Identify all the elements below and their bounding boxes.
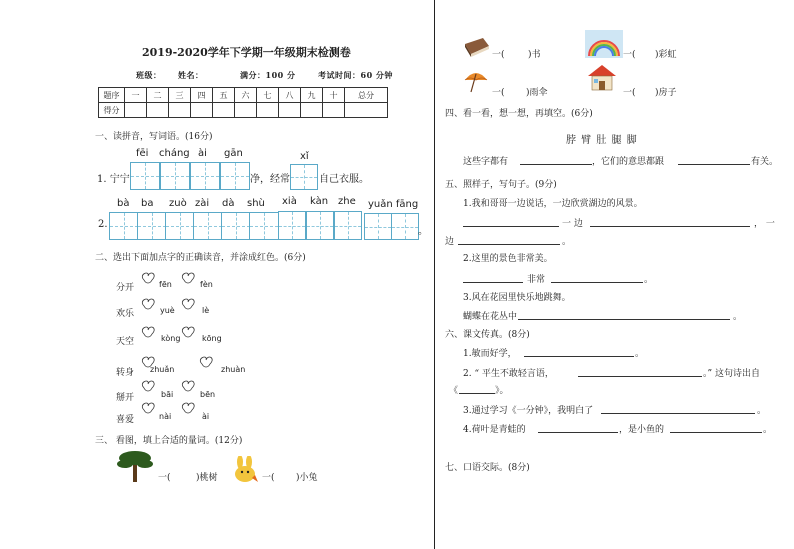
score-header-cell: 三 (169, 88, 191, 103)
q5-s1-line2-end: 。 (562, 237, 572, 247)
q5-title: 五、照样子，写句子。(9分) (445, 180, 557, 190)
apple-icon (182, 273, 194, 283)
answer-line[interactable] (458, 244, 560, 245)
pinyin: xià (282, 196, 297, 207)
q2-word: 欢乐 (116, 309, 135, 319)
score-header-cell: 九 (301, 88, 323, 103)
pinyin: shù (247, 198, 265, 209)
apple-icons (136, 268, 236, 428)
score-header-cell: 七 (257, 88, 279, 103)
q5-s3-line: 蝴蝶在花丛中 (463, 312, 518, 322)
q5-s1: 1.我和哥哥一边说话，一边欣赏湖边的风景。 (463, 199, 643, 209)
pinyin: ba (141, 198, 154, 209)
exam-title: 2019-2020学年下学期一年级期末检测卷 (142, 46, 351, 59)
answer-line[interactable] (518, 319, 730, 320)
q6-s4-end: 。 (763, 425, 773, 435)
q3-item-suffix: )书 (528, 50, 541, 60)
q1-line1-b: 净，经常 (250, 174, 290, 185)
score-header-cell: 五 (213, 88, 235, 103)
q3-item-prefix: 一( (492, 50, 505, 60)
writing-grid[interactable] (193, 212, 223, 240)
writing-grid[interactable] (334, 211, 362, 240)
score-cell[interactable] (345, 103, 388, 118)
pinyin: yuǎn fāng (368, 199, 419, 210)
q5-s1-end: ， 一 (754, 219, 775, 229)
q6-title: 六、课文传真。(8分) (445, 330, 530, 340)
pinyin: gān (224, 148, 243, 159)
q2-option[interactable]: fēn (159, 280, 172, 289)
name-label: 姓名： (178, 70, 204, 80)
q6-s3-end: 。 (757, 406, 767, 416)
answer-line[interactable] (601, 413, 755, 414)
apple-icon (182, 381, 194, 391)
answer-line[interactable] (578, 376, 702, 377)
pinyin: zài (195, 198, 210, 209)
q4-sentence-b: ，它们的意思都跟 (592, 157, 665, 167)
writing-grid[interactable] (190, 162, 220, 190)
q1-title: 一、读拼音，写词语。(16分) (95, 132, 213, 142)
pinyin: bà (117, 198, 130, 209)
q4-chars: 脖 臂 肚 腿 脚 (566, 135, 638, 146)
answer-line[interactable] (524, 356, 634, 357)
q2-option[interactable]: kòng (161, 334, 181, 343)
q2-option[interactable]: nài (159, 412, 172, 421)
writing-grid[interactable] (165, 212, 195, 240)
q7-title: 七、口语交际。(8分) (445, 463, 530, 473)
book-icon (463, 36, 491, 58)
score-cell[interactable] (323, 103, 345, 118)
q2-option[interactable]: zhuǎn (150, 365, 175, 374)
pinyin: dà (222, 198, 235, 209)
q6-s4-mid: ，是小鱼的 (619, 425, 665, 435)
column-divider (434, 0, 435, 549)
peach-tree-icon (115, 448, 157, 482)
answer-line[interactable] (551, 282, 643, 283)
answer-line[interactable] (459, 393, 495, 394)
q3-item-prefix: 一( (158, 473, 171, 483)
q2-option[interactable]: yuè (160, 306, 175, 315)
score-cell[interactable] (235, 103, 257, 118)
exam-time: 考试时间：60 分钟 (318, 70, 393, 80)
apple-icon (142, 273, 154, 283)
q6-s4: 4.荷叶是青蛙的 (463, 425, 526, 435)
score-header-cell: 题序 (99, 88, 125, 103)
pinyin: xǐ (300, 151, 309, 162)
pinyin: zhe (338, 196, 356, 207)
pinyin: cháng (159, 148, 190, 159)
apple-icon (142, 357, 154, 367)
class-label: 班级： (136, 70, 162, 80)
q6-s2-line2a: 《 (449, 386, 459, 396)
rainbow-icon (585, 30, 623, 58)
q2-option[interactable]: bēn (200, 390, 216, 399)
q1-line2-end: 。 (418, 226, 428, 237)
writing-grid[interactable] (137, 212, 167, 240)
apple-icon (182, 327, 194, 337)
pinyin: zuò (169, 198, 187, 209)
q2-word: 分开 (116, 283, 135, 293)
score-cell[interactable] (169, 103, 191, 118)
q3-item-suffix: )彩虹 (655, 50, 677, 60)
writing-grid[interactable] (221, 212, 251, 240)
rabbit-icon (230, 456, 260, 484)
pinyin: kàn (310, 196, 329, 207)
q2-word: 转身 (116, 368, 135, 378)
q5-s2-end: 。 (644, 275, 654, 285)
score-header-cell: 八 (279, 88, 301, 103)
q6-s2: 2. “ 平生不敢轻言语， (463, 369, 554, 379)
q1-line1-a: 1. 宁宁 (97, 174, 130, 185)
q4-title: 四、看一看，想一想，再填空。(6分) (445, 109, 593, 119)
score-cell[interactable] (257, 103, 279, 118)
score-cell[interactable] (191, 103, 213, 118)
q3-item-suffix: )小兔 (296, 473, 318, 483)
q5-s2: 2.这里的景色非常美。 (463, 254, 553, 264)
answer-line[interactable] (538, 432, 618, 433)
q3-item-prefix: 一( (262, 473, 275, 483)
score-table (98, 87, 388, 118)
apple-icon (142, 403, 154, 413)
score-row-label: 得分 (99, 103, 125, 118)
score-header-cell: 十 (323, 88, 345, 103)
score-cell[interactable] (125, 103, 147, 118)
apple-icon (182, 299, 194, 309)
score-header-cell: 一 (125, 88, 147, 103)
score-header-cell: 二 (147, 88, 169, 103)
q5-s3-end: 。 (733, 312, 743, 322)
answer-line[interactable] (678, 164, 750, 165)
writing-grid[interactable] (109, 212, 139, 240)
q2-word: 喜爱 (116, 415, 135, 425)
writing-grid[interactable] (160, 162, 190, 190)
q5-s1-line2: 边 (445, 237, 455, 247)
q5-s3: 3.风在花园里快乐地跳舞。 (463, 293, 571, 303)
pinyin: fēi (136, 148, 149, 159)
q6-s2-line2b: 》。 (495, 386, 509, 396)
writing-grid[interactable] (391, 213, 419, 240)
writing-grid[interactable] (364, 213, 392, 240)
score-header-cell: 六 (235, 88, 257, 103)
apple-icon (142, 299, 154, 309)
q3-item-suffix: )房子 (655, 88, 677, 98)
writing-grid[interactable] (220, 162, 250, 190)
q3-item-prefix: 一( (623, 50, 636, 60)
q3-title: 三、 看图，填上合适的量词。(12分) (95, 436, 243, 446)
q4-sentence-c: 有关。 (751, 157, 779, 167)
q1-line1-c: 自己衣服。 (319, 174, 369, 185)
answer-line[interactable] (670, 432, 762, 433)
score-cell[interactable] (301, 103, 323, 118)
q3-item-suffix: )桃树 (196, 473, 218, 483)
q2-option[interactable]: zhuàn (221, 365, 246, 374)
q5-s2-mid: 非常 (527, 275, 546, 285)
q2-option[interactable]: bāi (161, 390, 174, 399)
q2-word: 掰开 (116, 393, 135, 403)
score-cell[interactable] (279, 103, 301, 118)
writing-grid[interactable] (290, 164, 318, 190)
score-cell[interactable] (213, 103, 235, 118)
q3-item-prefix: 一( (492, 88, 505, 98)
full-score: 满分：100 分 (240, 70, 296, 80)
q2-title: 二、选出下面加点字的正确读音，并涂成红色。(6分) (95, 253, 306, 263)
q2-option[interactable]: kōng (202, 334, 222, 343)
writing-grid[interactable] (130, 162, 160, 190)
apple-icon (142, 327, 154, 337)
score-header-cell: 总分 (345, 88, 388, 103)
q5-s1-mid: 一 边 (562, 219, 583, 229)
q2-option[interactable]: lè (202, 306, 210, 315)
apple-icon (200, 357, 212, 367)
q6-s1: 1.敏而好学， (463, 349, 517, 359)
q1-line2-num: 2. (98, 219, 108, 230)
umbrella-icon (463, 66, 489, 94)
q2-word: 天空 (116, 337, 135, 347)
house-icon (585, 62, 619, 92)
pinyin: ài (198, 148, 207, 159)
q2-option[interactable]: fèn (200, 280, 213, 289)
q6-s1-end: 。 (635, 349, 645, 359)
q6-s2-end: 。” 这句诗出自 (703, 369, 760, 379)
apple-icon (142, 381, 154, 391)
apple-icon (182, 403, 194, 413)
answer-line[interactable] (463, 226, 559, 227)
q3-item-suffix: )雨伞 (526, 88, 548, 98)
score-cell[interactable] (147, 103, 169, 118)
writing-grid[interactable] (249, 212, 279, 240)
answer-line[interactable] (463, 282, 523, 283)
q6-s3: 3.通过学习《一分钟》，我明白了 (463, 406, 594, 416)
answer-line[interactable] (520, 164, 592, 165)
score-header-cell: 四 (191, 88, 213, 103)
q4-sentence-a: 这些字都有 (463, 157, 509, 167)
answer-line[interactable] (590, 226, 750, 227)
q3-item-prefix: 一( (623, 88, 636, 98)
writing-grid[interactable] (306, 211, 334, 240)
writing-grid[interactable] (278, 211, 306, 240)
q2-option[interactable]: ài (202, 412, 210, 421)
